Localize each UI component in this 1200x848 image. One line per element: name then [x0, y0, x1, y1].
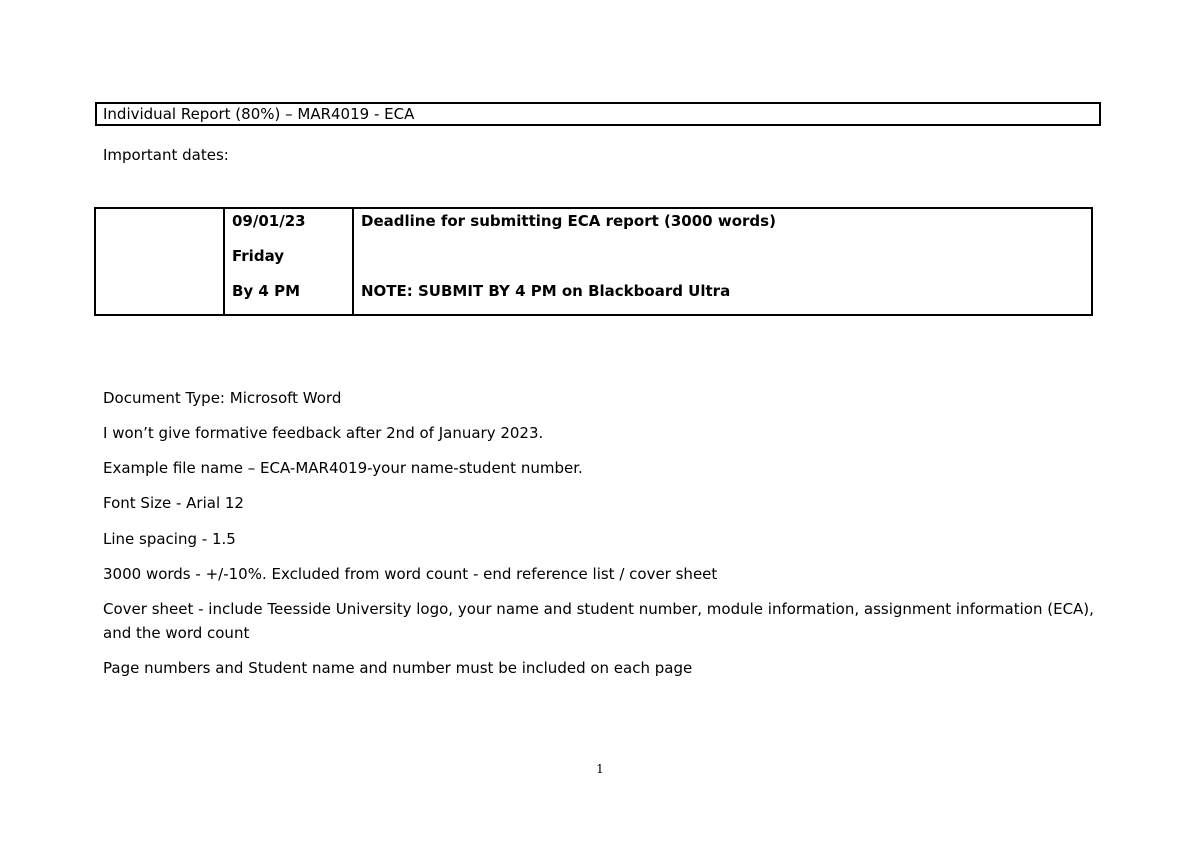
requirement-feedback: I won’t give formative feedback after 2nd of January 2023.	[103, 424, 544, 442]
requirement-page-numbers: Page numbers and Student name and number must be included on each page	[103, 659, 693, 677]
important-dates-label: Important dates:	[103, 146, 229, 164]
deadline-text: Deadline for submitting ECA report (3000 words)	[361, 212, 776, 230]
day-value: Friday	[232, 247, 285, 265]
requirement-document-type: Document Type: Microsoft Word	[103, 389, 342, 407]
empty-cell	[95, 208, 224, 315]
description-cell	[353, 208, 1092, 315]
table-row	[95, 208, 1092, 315]
page-number: 1	[596, 762, 604, 776]
dates-table	[94, 207, 1093, 316]
report-title: Individual Report (80%) – MAR4019 - ECA	[103, 105, 415, 123]
time-value: By 4 PM	[232, 282, 301, 300]
submission-note: NOTE: SUBMIT BY 4 PM on Blackboard Ultra	[361, 282, 731, 300]
requirement-file-name: Example file name – ECA-MAR4019-your name-student number.	[103, 459, 583, 477]
date-cell	[224, 208, 353, 315]
report-title-box	[95, 102, 1101, 126]
requirement-line-spacing: Line spacing - 1.5	[103, 530, 236, 548]
requirement-word-count: 3000 words - +/-10%. Excluded from word count - end reference list / cover sheet	[103, 565, 718, 583]
date-value: 09/01/23	[232, 212, 306, 230]
requirement-font-size: Font Size - Arial 12	[103, 494, 244, 512]
requirement-cover-sheet: Cover sheet - include Teesside University logo, your name and student number, module information, assignment information (ECA), and the word count	[103, 600, 1094, 642]
spacer-line	[354, 244, 1091, 279]
